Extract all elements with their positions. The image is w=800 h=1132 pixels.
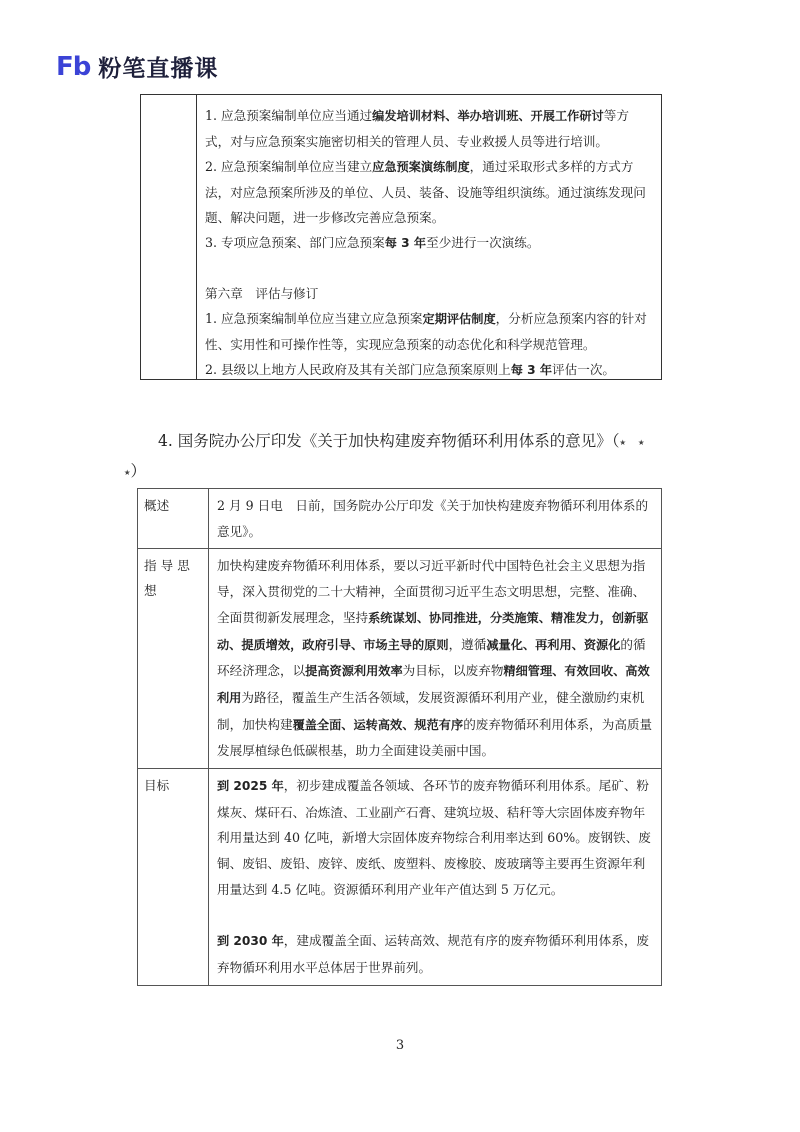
brand-name: 粉笔直播课 bbox=[98, 56, 219, 82]
policy-table bbox=[137, 488, 662, 986]
table-content-cell bbox=[197, 95, 661, 379]
section-heading: 4. 国务院办公厅印发《关于加快构建废弃物循环利用体系的意见》（⭑ ⭑ bbox=[158, 432, 645, 450]
overview-content: 2 月 9 日电 日前，国务院办公厅印发《关于加快构建废弃物循环利用体系的意见》。 bbox=[209, 489, 662, 549]
star-icon: ⭑ ⭑ bbox=[619, 435, 645, 449]
previous-table-continuation bbox=[140, 94, 662, 380]
target-content bbox=[209, 769, 662, 986]
guide-content: 加快构建废弃物循环利用体系，要以习近平新时代中国特色社会主义思想为指导，深入贯彻党的二十大精神，全面贯彻习近平生态文明思想，完整、准确、全面贯彻新发展理念，坚持系统谋划、协同推进，分类施策、精准发力，创新驱动、提质增效，政府引导、市场主导的原则，遵循减量化、再利用、资源化的循环经济理念，以提高资源利用效率为目标，以废弃物精细管理、有效回收、高效利用为路径，覆盖生产生活各领域，发展资源循环利用产业，健全激励约束机制，加快构建覆盖全面、运转高效、规范有序的废弃物循环利用体系，为高质量发展厚植绿色低碳根基，助力全面建设美丽中国。 bbox=[209, 549, 662, 769]
table-row bbox=[138, 549, 662, 769]
fb-logo-icon: Fb bbox=[56, 51, 91, 82]
overview-label: 概述 bbox=[138, 489, 209, 549]
target-2030: 到 2030 年，建成覆盖全面、运转高效、规范有序的废弃物循环利用体系，废弃物循环利用水平总体居于世界前列。 bbox=[217, 933, 650, 975]
star-icon: ⭑ bbox=[124, 465, 131, 479]
section-heading-continued: ⭑） bbox=[124, 462, 146, 480]
paragraph-drill: 2. 应急预案编制单位应当建立应急预案演练制度，通过采取形式多样的方式方法，对应急预案所涉及的单位、人员、装备、设施等组织演练。通过演练发现问题、解决问题，进一步修改完善应急预案。 bbox=[205, 159, 646, 225]
paragraph-evaluation: 1. 应急预案编制单位应当建立应急预案定期评估制度，分析应急预案内容的针对性、实用性和可操作性等，实现应急预案的动态优化和科学规范管理。 bbox=[205, 311, 647, 352]
table-row bbox=[138, 489, 662, 549]
target-label: 目标 bbox=[138, 769, 209, 986]
chapter-title: 第六章 评估与修订 bbox=[205, 286, 319, 301]
logo bbox=[56, 50, 218, 83]
guide-label: 指 导 思 想 bbox=[138, 549, 209, 769]
paragraph-drill-frequency: 3. 专项应急预案、部门应急预案每 3 年至少进行一次演练。 bbox=[205, 235, 540, 250]
table-label-cell bbox=[141, 95, 197, 379]
table-row bbox=[138, 769, 662, 986]
paragraph-evaluation-frequency: 2. 县级以上地方人民政府及其有关部门应急预案原则上每 3 年评估一次。 bbox=[205, 362, 615, 377]
page-number: 3 bbox=[395, 1038, 405, 1053]
paragraph-training: 1. 应急预案编制单位应当通过编发培训材料、举办培训班、开展工作研讨等方式，对与应急预案实施密切相关的管理人员、专业救援人员等进行培训。 bbox=[205, 108, 629, 149]
target-2025: 到 2025 年，初步建成覆盖各领域、各环节的废弃物循环利用体系。尾矿、粉煤灰、煤矸石、冶炼渣、工业副产石膏、建筑垃圾、秸秆等大宗固体废弃物年利用量达到 40 亿吨，新增大宗固体废弃物综合利用率达到 60%。废钢铁、废铜、废铝、废铅、废锌、废纸、废塑料、废橡胶、废玻璃等主要再生资源年利用量达到 4.5 亿吨。资源循环利用产业年产值达到 5 万亿元。 bbox=[217, 778, 651, 897]
